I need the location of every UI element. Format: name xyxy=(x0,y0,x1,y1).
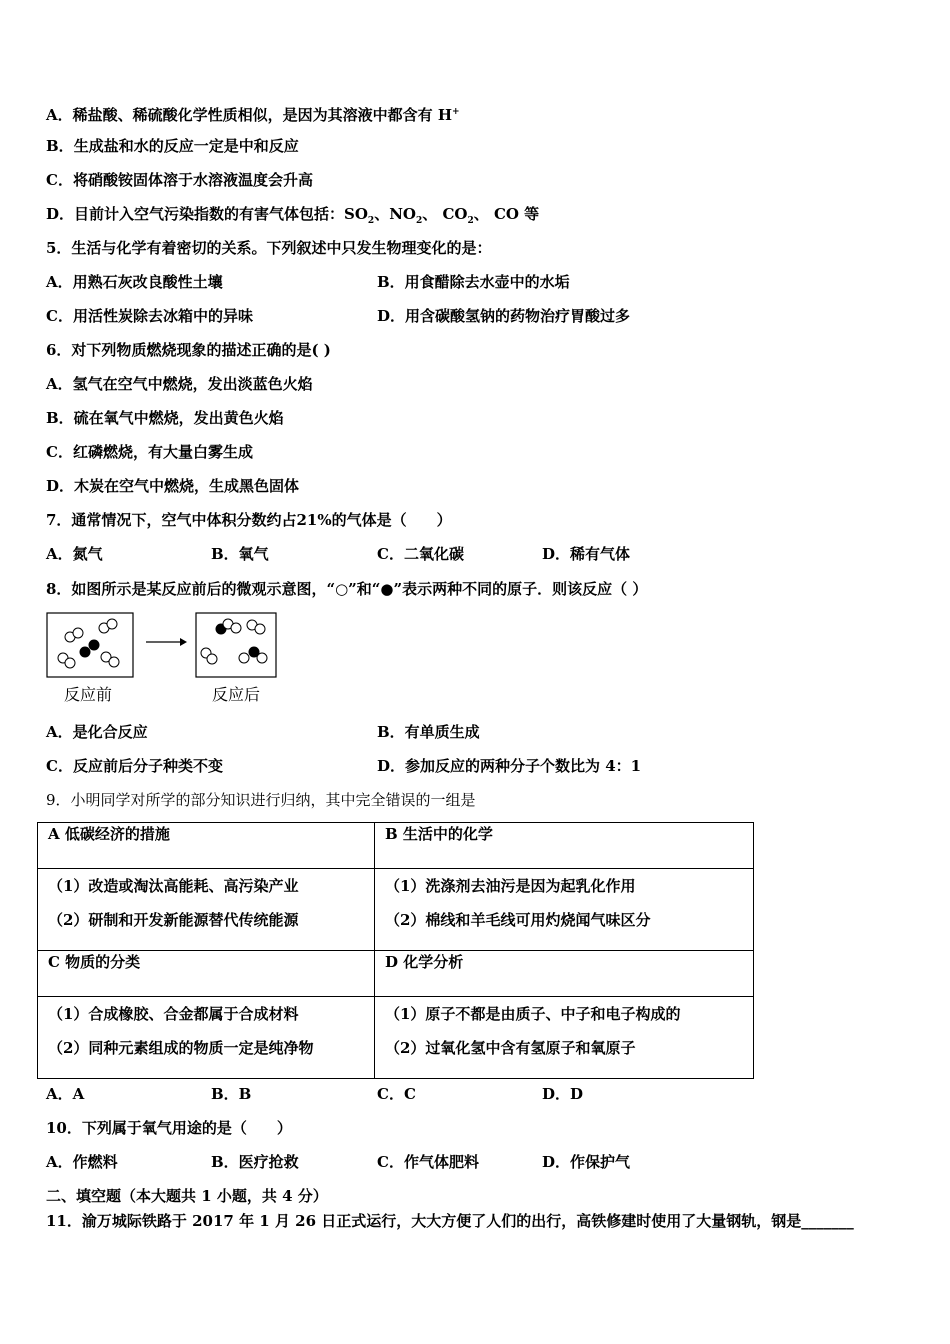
so2-subscript: 2 xyxy=(367,216,375,226)
q4-option-d-co2: 、 CO xyxy=(422,205,468,223)
q6-option-b: B．硫在氧气中燃烧，发出黄色火焰 xyxy=(46,409,284,427)
q4-option-a-text: 稀盐酸、稀硫酸化学性质相似，是因为其溶液中都含有 H xyxy=(72,106,453,124)
table-cell-c-head: C 物质的分类 xyxy=(38,951,375,997)
table-d-item-2: （2）过氧化氢中含有氢原子和氧原子 xyxy=(385,1039,636,1057)
q7-option-c: C．二氧化碳 xyxy=(377,545,464,563)
q8-option-a: A．是化合反应 xyxy=(46,723,148,741)
reaction-arrowhead xyxy=(180,638,187,646)
q10-option-b: B．医疗抢救 xyxy=(211,1153,299,1171)
section-heading: 二、填空题（本大题共 1 小题，共 4 分） xyxy=(46,1187,328,1205)
q10-option-c: C．作气体肥料 xyxy=(377,1153,479,1171)
reaction-diagram xyxy=(46,612,286,704)
table-d-item-1: （1）原子不都是由质子、中子和电子构成的 xyxy=(385,1005,681,1023)
q4-option-a xyxy=(46,102,460,125)
q6-stem: 6．对下列物质燃烧现象的描述正确的是( ) xyxy=(46,341,331,359)
q4-option-d-no2: 、NO xyxy=(374,205,416,223)
q4-option-d-text: 目前计入空气污染指数的有害气体包括：SO xyxy=(74,205,368,223)
q10-option-a: A．作燃料 xyxy=(46,1153,118,1171)
q4-option-a-label: A． xyxy=(46,106,73,124)
q7-stem: 7．通常情况下，空气中体积分数约占21%的气体是（ ） xyxy=(46,511,452,529)
q5-option-c: C．用活性炭除去冰箱中的异味 xyxy=(46,307,253,325)
table-b-item-1: （1）洗涤剂去油污是因为起乳化作用 xyxy=(385,877,636,895)
q9-option-d: D．D xyxy=(542,1085,584,1103)
knowledge-table xyxy=(37,822,754,1079)
q5-option-b: B．用食醋除去水壶中的水垢 xyxy=(377,273,570,291)
q4-option-b xyxy=(46,136,299,156)
no2-subscript: 2 xyxy=(415,216,423,226)
q4-option-b-label: B． xyxy=(46,137,74,155)
q11-stem: 11．渝万城际铁路于 2017 年 1 月 26 日正式运行，大大方便了人们的出行，高铁修建时使用了大量钢轨，钢是_______ xyxy=(46,1212,854,1230)
q7-option-b: B．氧气 xyxy=(211,545,269,563)
before-label: 反应前 xyxy=(64,685,113,704)
table-c-item-2: （2）同种元素组成的物质一定是纯净物 xyxy=(48,1039,314,1057)
table-cell-d-head: D 化学分析 xyxy=(375,951,754,997)
q9-option-c: C．C xyxy=(377,1085,416,1103)
q9-option-a: A．A xyxy=(46,1085,85,1103)
q8-option-b: B．有单质生成 xyxy=(377,723,480,741)
q5-stem: 5．生活与化学有着密切的关系。下列叙述中只发生物理变化的是： xyxy=(46,239,492,257)
q6-option-c: C．红磷燃烧，有大量白雾生成 xyxy=(46,443,253,461)
reaction-diagram-graphic xyxy=(46,612,286,678)
table-a-item-1: （1）改造或淘汰高能耗、高污染产业 xyxy=(48,877,299,895)
table-cell-d-body xyxy=(375,997,754,1079)
q5-option-d: D．用含碳酸氢钠的药物治疗胃酸过多 xyxy=(377,307,631,325)
q10-stem: 10．下列属于氧气用途的是（ ） xyxy=(46,1119,292,1137)
q4-option-d-label: D． xyxy=(46,205,75,223)
after-label: 反应后 xyxy=(212,685,261,704)
q6-option-d: D．木炭在空气中燃烧，生成黑色固体 xyxy=(46,477,300,495)
q7-option-d: D．稀有气体 xyxy=(542,545,631,563)
q9-stem: 9．小明同学对所学的部分知识进行归纳，其中完全错误的一组是 xyxy=(46,791,476,809)
q4-option-c xyxy=(46,170,313,190)
q4-option-c-text: 将硝酸铵固体溶于水溶液温度会升高 xyxy=(72,171,313,189)
q8-stem: 8．如图所示是某反应前后的微观示意图，“○”和“●”表示两种不同的原子．则该反应（ ） xyxy=(46,580,648,598)
q10-option-d: D．作保护气 xyxy=(542,1153,631,1171)
table-cell-b-head: B 生活中的化学 xyxy=(375,823,754,869)
q8-option-c: C．反应前后分子种类不变 xyxy=(46,757,223,775)
q4-option-b-text: 生成盐和水的反应一定是中和反应 xyxy=(73,137,299,155)
q5-option-a: A．用熟石灰改良酸性土壤 xyxy=(46,273,223,291)
q6-option-a: A．氢气在空气中燃烧，发出淡蓝色火焰 xyxy=(46,375,313,393)
q7-option-a: A．氮气 xyxy=(46,545,103,563)
table-cell-a-head: A 低碳经济的措施 xyxy=(38,823,375,869)
table-b-item-2: （2）棉线和羊毛线可用灼烧闻气味区分 xyxy=(385,911,651,929)
co2-subscript: 2 xyxy=(467,216,474,226)
table-a-item-2: （2）研制和开发新能源替代传统能源 xyxy=(48,911,299,929)
q4-option-d-co: 、 CO 等 xyxy=(473,205,540,223)
q4-option-d xyxy=(46,204,539,231)
q8-option-d: D．参加反应的两种分子个数比为 4：1 xyxy=(377,757,642,775)
table-c-item-1: （1）合成橡胶、合金都属于合成材料 xyxy=(48,1005,299,1023)
table-cell-b-body xyxy=(375,869,754,951)
table-cell-a-body xyxy=(38,869,375,951)
table-cell-c-body xyxy=(38,997,375,1079)
q4-option-c-label: C． xyxy=(46,171,73,189)
q9-option-b: B．B xyxy=(211,1085,252,1103)
q4-option-a-superscript: + xyxy=(452,107,460,117)
